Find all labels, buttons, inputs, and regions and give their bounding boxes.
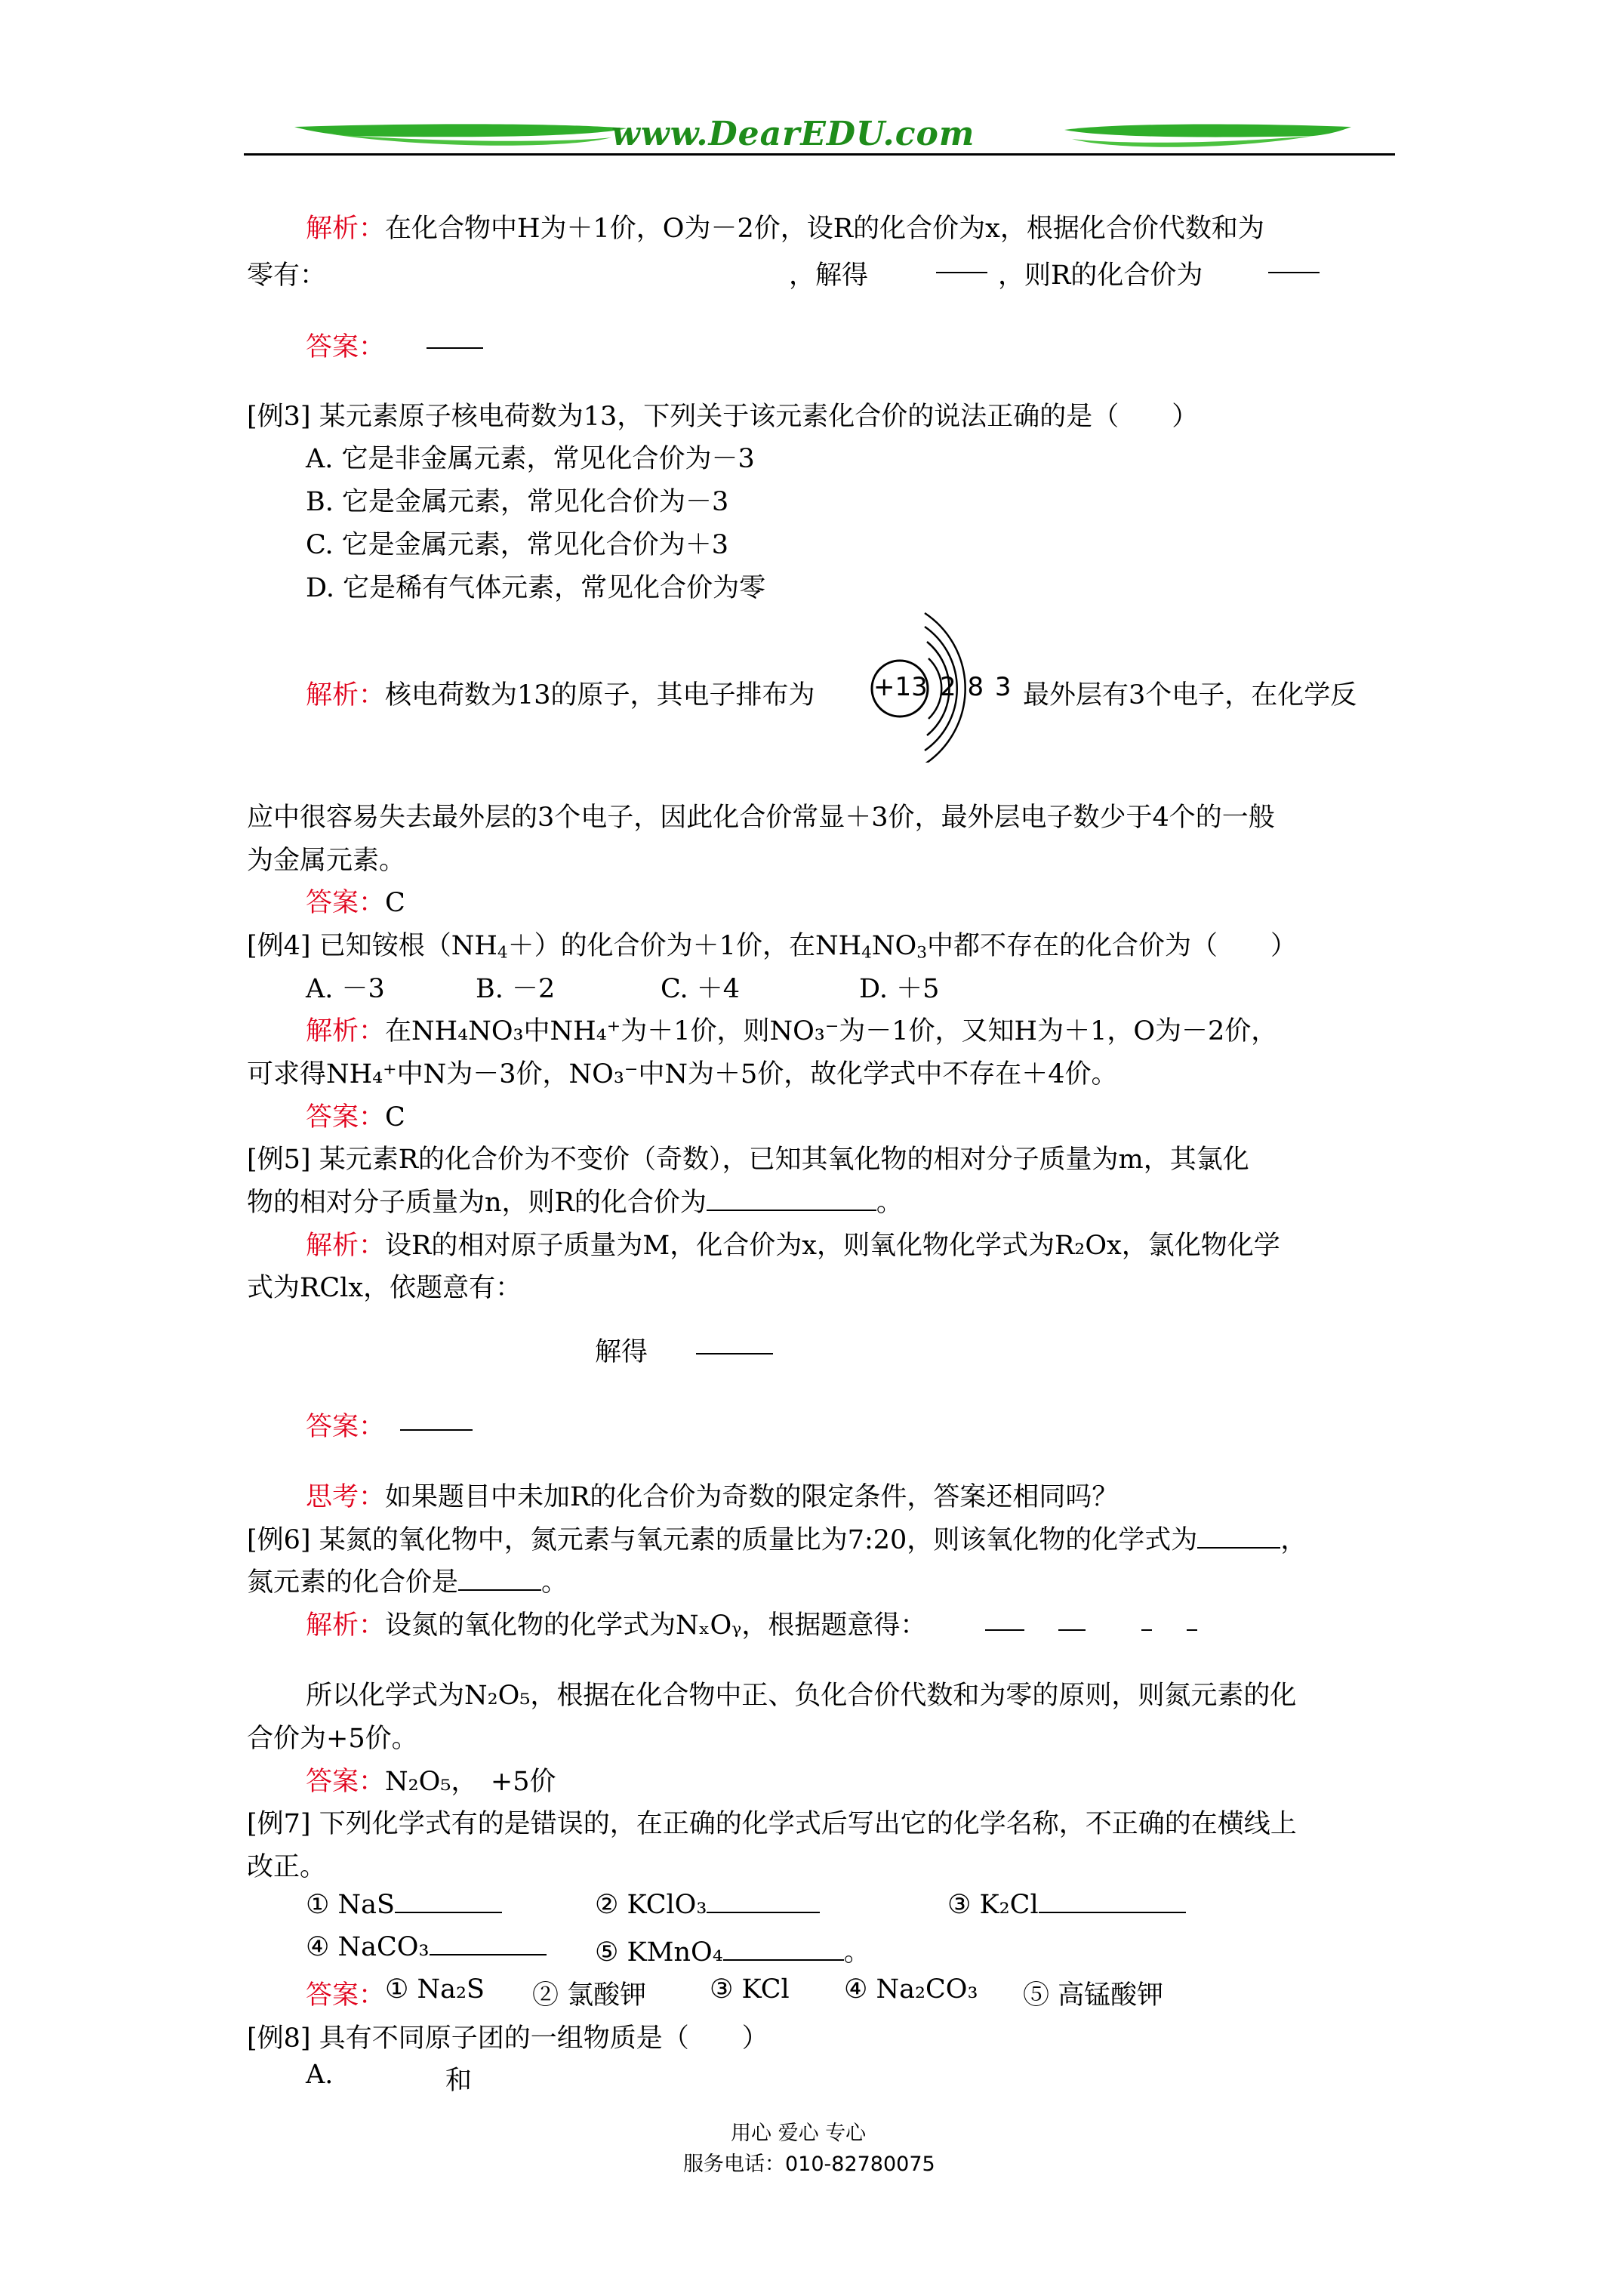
q6-analysis-line1: 解析：设氮的氧化物的化学式为NₓOᵧ，根据题意得： [306,1610,927,1641]
answer-label: 答案： [306,1412,386,1442]
q7-blank-3 [1039,1889,1186,1913]
q4-stem: [例4] 已知铵根$(NH_4+)$的化合价为＋1价，在$NH_4NO_3$中都不存在的化合价为（ ） [247,931,1298,963]
q7-item-2: ② KClO₃ [595,1889,820,1920]
q2-analysis-result: ，则R的化合价为 [998,260,1203,291]
analysis-label: 解析： [306,1231,386,1261]
q7-item-3: ③ K₂Cl [947,1889,1186,1920]
answer-label: 答案： [306,332,386,362]
q3-option-d: D. 它是稀有气体元素，常见化合价为零 [306,573,766,603]
q2-analysis-solve: ，解得 [789,260,869,291]
q2-answer [306,326,385,364]
q2-blank-valence [1268,272,1320,273]
q6-eq-blank-2 [1058,1629,1086,1631]
analysis-label: 解析： [306,680,386,710]
analysis-label: 解析： [306,214,386,244]
q5-solve: 解得 [595,1337,648,1367]
q5-think: 思考：如果题目中未加R的化合价为奇数的限定条件，答案还相同吗？ [306,1482,1119,1512]
q8-option-a: A. [306,2060,334,2090]
q7-blank-4 [430,1931,547,1955]
q6-blank-formula [1197,1524,1280,1549]
q8-option-a-and: 和 [445,2066,473,2096]
q7-answer-2: ② 氯酸钾 [532,1980,647,2011]
footer-phone: 服务电话：010-82780075 [683,2153,935,2176]
q6-eq-blank-3 [1141,1629,1152,1631]
answer-value: N₂O₅， +5价 [385,1767,556,1797]
q2-blank-solution [936,272,987,273]
header-banner [287,113,1359,159]
think-label: 思考： [306,1482,386,1512]
q7-answer-3: ③ KCl [710,1974,790,2005]
q7-stem-line1: [例7] 下列化学式有的是错误的，在正确的化学式后写出它的化学名称，不正确的在横线上 [247,1809,1297,1839]
footer-slogan: 用心 爱心 专心 [731,2122,867,2145]
q7-blank-5 [723,1937,844,1961]
nucleus-charge: +13 [873,672,928,702]
q5-analysis-line1: 解析：设R的相对原子质量为M，化合价为x，则氧化物化学式为R₂Ox，氯化物化学 [306,1231,1280,1261]
answer-value: C [385,888,405,918]
q7-answer [306,1974,385,2012]
answer-label: 答案： [306,1102,386,1133]
q5-stem-line1: [例5] 某元素R的化合价为不变价（奇数），已知其氧化物的相对分子质量为m，其氯化 [247,1145,1249,1175]
header-logo-text: www.DearEDU.com [611,115,975,153]
q3-option-c: C. 它是金属元素，常见化合价为＋3 [306,530,729,560]
q3-analysis-line1-end: 最外层有3个电子，在化学反 [1023,680,1357,710]
q7-blank-2 [707,1889,820,1913]
q4-option-b: B. －2 [476,974,556,1004]
q7-item-5: ⑤ KMnO₄ 。 [595,1937,870,1968]
q4-analysis-line1: 解析：在NH₄NO₃中NH₄⁺为＋1价，则NO₃⁻为－1价，又知H为＋1，O为－2价， [306,1016,1278,1046]
q4-answer [306,1096,405,1134]
q3-analysis-line1: 解析：核电荷数为13的原子，其电子排布为 [306,680,815,710]
q6-eq-blank-1 [985,1629,1024,1631]
q5-blank [707,1187,876,1211]
analysis-label: 解析： [306,1610,386,1641]
q6-answer [306,1761,556,1798]
q5-answer-blank [400,1429,473,1431]
answer-label: 答案： [306,1980,386,2011]
q7-stem-line2: 改正。 [247,1852,327,1882]
q2-analysis-line2: 零有： [247,260,327,291]
q6-analysis-line3: 合价为+5价。 [247,1724,418,1754]
q4-option-c: C. ＋4 [661,974,741,1004]
q3-analysis-line2: 应中很容易失去最外层的3个电子，因此化合价常显＋3价，最外层电子数少于4个的一般 [247,803,1275,833]
q2-answer-blank [427,347,483,349]
q7-item-4: ④ NaCO₃ [306,1931,547,1962]
answer-label: 答案： [306,888,386,918]
q5-analysis-line2: 式为RClx，依题意有： [247,1273,522,1303]
q7-answer-5: ⑤ 高锰酸钾 [1023,1980,1164,2011]
q6-blank-valence [458,1567,541,1591]
q3-option-a: A. 它是非金属元素，常见化合价为－3 [306,444,755,474]
header-rule [244,153,1395,156]
q3-answer [306,882,405,920]
q6-stem-line1: [例6] 某氮的氧化物中，氮元素与氧元素的质量比为7:20，则该氧化物的化学式为 ， [247,1525,1307,1555]
answer-label: 答案： [306,1767,386,1797]
q4-analysis-line2: 可求得NH₄⁺中N为－3价，NO₃⁻中N为＋5价，故化学式中不存在＋4价。 [247,1059,1118,1089]
q3-option-b: B. 它是金属元素，常见化合价为－3 [306,487,729,517]
q7-answer-1: ① Na₂S [385,1974,485,2005]
analysis-label: 解析： [306,1016,386,1046]
q7-item-1: ① NaS [306,1889,502,1920]
q6-stem-line2: 氮元素的化合价是 。 [247,1567,568,1598]
q6-analysis-line2: 所以化学式为N₂O₅，根据在化合物中正、负化合价代数和为零的原则，则氮元素的化 [306,1681,1297,1711]
q6-eq-blank-4 [1187,1629,1197,1631]
q3-stem: [例3] 某元素原子核电荷数为13，下列关于该元素化合价的说法正确的是（ ） [247,402,1199,432]
q7-answer-4: ④ Na₂CO₃ [844,1974,978,2005]
q4-option-d: D. ＋5 [859,974,940,1004]
q2-analysis-line1: 解析：在化合物中H为＋1价，O为－2价，设R的化合价为x，根据化合价代数和为 [306,214,1264,244]
atom-structure-diagram [864,596,1013,763]
answer-value: C [385,1102,405,1133]
shell-electrons: 2 8 3 [940,672,1013,702]
q5-answer [306,1406,385,1444]
q7-blank-1 [395,1889,502,1913]
q5-stem-line2: 物的相对分子质量为n，则R的化合价为 。 [247,1188,903,1218]
q8-stem: [例8] 具有不同原子团的一组物质是（ ） [247,2023,768,2054]
q5-solve-blank [696,1353,773,1354]
q3-analysis-line3: 为金属元素。 [247,846,406,876]
q4-option-a: A. －3 [306,974,385,1004]
